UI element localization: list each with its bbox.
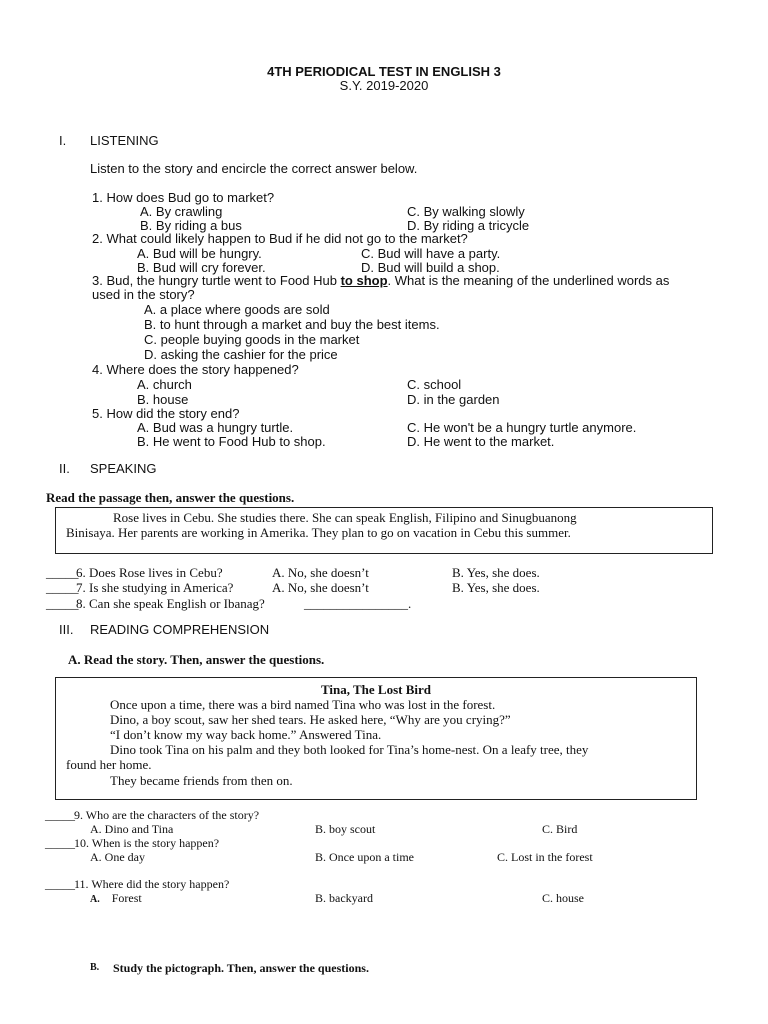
story-paragraph-3: “I don’t know my way back home.” Answered Tina. <box>110 727 382 742</box>
q1-option-c: C. By walking slowly <box>407 204 525 219</box>
q7-option-b: B. Yes, she does. <box>452 580 540 595</box>
q2-option-d: D. Bud will build a shop. <box>361 260 500 275</box>
q11-option-a-text: Forest <box>111 891 142 905</box>
q6-blank: _____ <box>46 565 79 580</box>
q5-option-d: D. He went to the market. <box>407 434 555 449</box>
question-4: 4. Where does the story happened? <box>92 362 299 377</box>
question-8: 8. Can she speak English or Ibanag? <box>76 596 265 611</box>
q4-option-b: B. house <box>137 392 189 407</box>
q9-blank: _____ <box>45 808 75 822</box>
section-heading-listening: LISTENING <box>90 133 159 148</box>
section-heading-reading: READING COMPREHENSION <box>90 622 270 637</box>
question-1: 1. How does Bud go to market? <box>92 190 275 205</box>
story-paragraph-5: They became friends from then on. <box>110 773 293 788</box>
q3-option-d: D. asking the cashier for the price <box>144 347 338 362</box>
q4-option-d: D. in the garden <box>407 392 500 407</box>
q1-option-a: A. By crawling <box>140 204 223 219</box>
q10-option-b: B. Once upon a time <box>315 850 414 864</box>
speaking-instruction: Read the passage then, answer the questions. <box>46 490 295 505</box>
q9-option-b: B. boy scout <box>315 822 376 836</box>
q3-underlined-words: to shop <box>340 273 388 288</box>
reading-part-b-instruction: Study the pictograph. Then, answer the questions. <box>113 961 369 975</box>
q7-option-a: A. No, she doesn’t <box>272 580 369 595</box>
q6-option-b: B. Yes, she does. <box>452 565 540 580</box>
q1-option-d: D. By riding a tricycle <box>407 218 530 233</box>
q3-option-a: A. a place where goods are sold <box>144 302 330 317</box>
section-numeral: I. <box>59 133 67 148</box>
q11-option-c: C. house <box>542 891 584 905</box>
q3-text-before: 3. Bud, the hungry turtle went to Food Hub <box>92 273 341 288</box>
passage-line-2: Binisaya. Her parents are working in Amerika. They plan to go on vacation in Cebu this summer. <box>66 525 571 540</box>
q8-period: . <box>408 596 412 611</box>
q8-answer-line[interactable] <box>304 596 411 612</box>
story-paragraph-4-cont: found her home. <box>66 757 152 772</box>
q10-option-c: C. Lost in the forest <box>497 850 593 864</box>
question-3 <box>92 273 669 288</box>
q1-option-b: B. By riding a bus <box>140 218 242 233</box>
q4-option-a: A. church <box>137 377 192 392</box>
section-heading-speaking: SPEAKING <box>90 461 157 476</box>
reading-part-a-instruction: A. Read the story. Then, answer the questions. <box>68 652 325 667</box>
q6-option-a: A. No, she doesn’t <box>272 565 369 580</box>
q11-blank: _____ <box>45 877 75 891</box>
q7-blank: _____ <box>46 580 79 595</box>
q8-blank: _____ <box>46 596 79 611</box>
school-year: S.Y. 2019-2020 <box>339 78 429 93</box>
q2-option-a: A. Bud will be hungry. <box>137 246 262 261</box>
question-7: 7. Is she studying in America? <box>76 580 234 595</box>
q3-option-b: B. to hunt through a market and buy the best items. <box>144 317 440 332</box>
question-5: 5. How did the story end? <box>92 406 240 421</box>
question-11: 11. Where did the story happen? <box>74 877 230 891</box>
q11-option-a <box>90 891 142 906</box>
story-title: Tina, The Lost Bird <box>320 682 432 697</box>
q11-option-a-letter: A. <box>90 894 100 905</box>
q3-text-after: . What is the meaning of the underlined words as <box>387 273 670 288</box>
listening-instruction: Listen to the story and encircle the correct answer below. <box>90 161 418 176</box>
story-paragraph-1: Once upon a time, there was a bird named Tina who was lost in the forest. <box>110 697 496 712</box>
story-paragraph-4: Dino took Tina on his palm and they both looked for Tina’s home-nest. On a leafy tree, they <box>110 742 589 757</box>
story-paragraph-2: Dino, a boy scout, saw her shed tears. He asked here, “Why are you crying?” <box>110 712 511 727</box>
q10-option-a: A. One day <box>90 850 145 864</box>
q11-option-b: B. backyard <box>315 891 373 905</box>
test-title: 4TH PERIODICAL TEST IN ENGLISH 3 <box>267 64 501 79</box>
q3-option-c: C. people buying goods in the market <box>144 332 360 347</box>
question-6: 6. Does Rose lives in Cebu? <box>76 565 223 580</box>
q5-option-c: C. He won't be a hungry turtle anymore. <box>407 420 637 435</box>
question-3-line2: used in the story? <box>92 287 195 302</box>
question-9: 9. Who are the characters of the story? <box>74 808 260 822</box>
q10-blank: _____ <box>45 836 75 850</box>
section-numeral: II. <box>59 461 70 476</box>
q2-option-c: C. Bud will have a party. <box>361 246 501 261</box>
q4-option-c: C. school <box>407 377 462 392</box>
q8-answer-underscores: ________________ <box>304 596 408 611</box>
q5-option-b: B. He went to Food Hub to shop. <box>137 434 326 449</box>
question-2: 2. What could likely happen to Bud if he did not go to the market? <box>92 231 468 246</box>
section-numeral: III. <box>59 622 74 637</box>
q5-option-a: A. Bud was a hungry turtle. <box>137 420 294 435</box>
q9-option-c: C. Bird <box>542 822 578 836</box>
part-b-label: B. <box>90 962 100 973</box>
q9-option-a: A. Dino and Tina <box>90 822 174 836</box>
q2-option-b: B. Bud will cry forever. <box>137 260 266 275</box>
passage-line-1: Rose lives in Cebu. She studies there. She can speak English, Filipino and Sinugbuanong <box>113 510 577 525</box>
question-10: 10. When is the story happen? <box>74 836 220 850</box>
